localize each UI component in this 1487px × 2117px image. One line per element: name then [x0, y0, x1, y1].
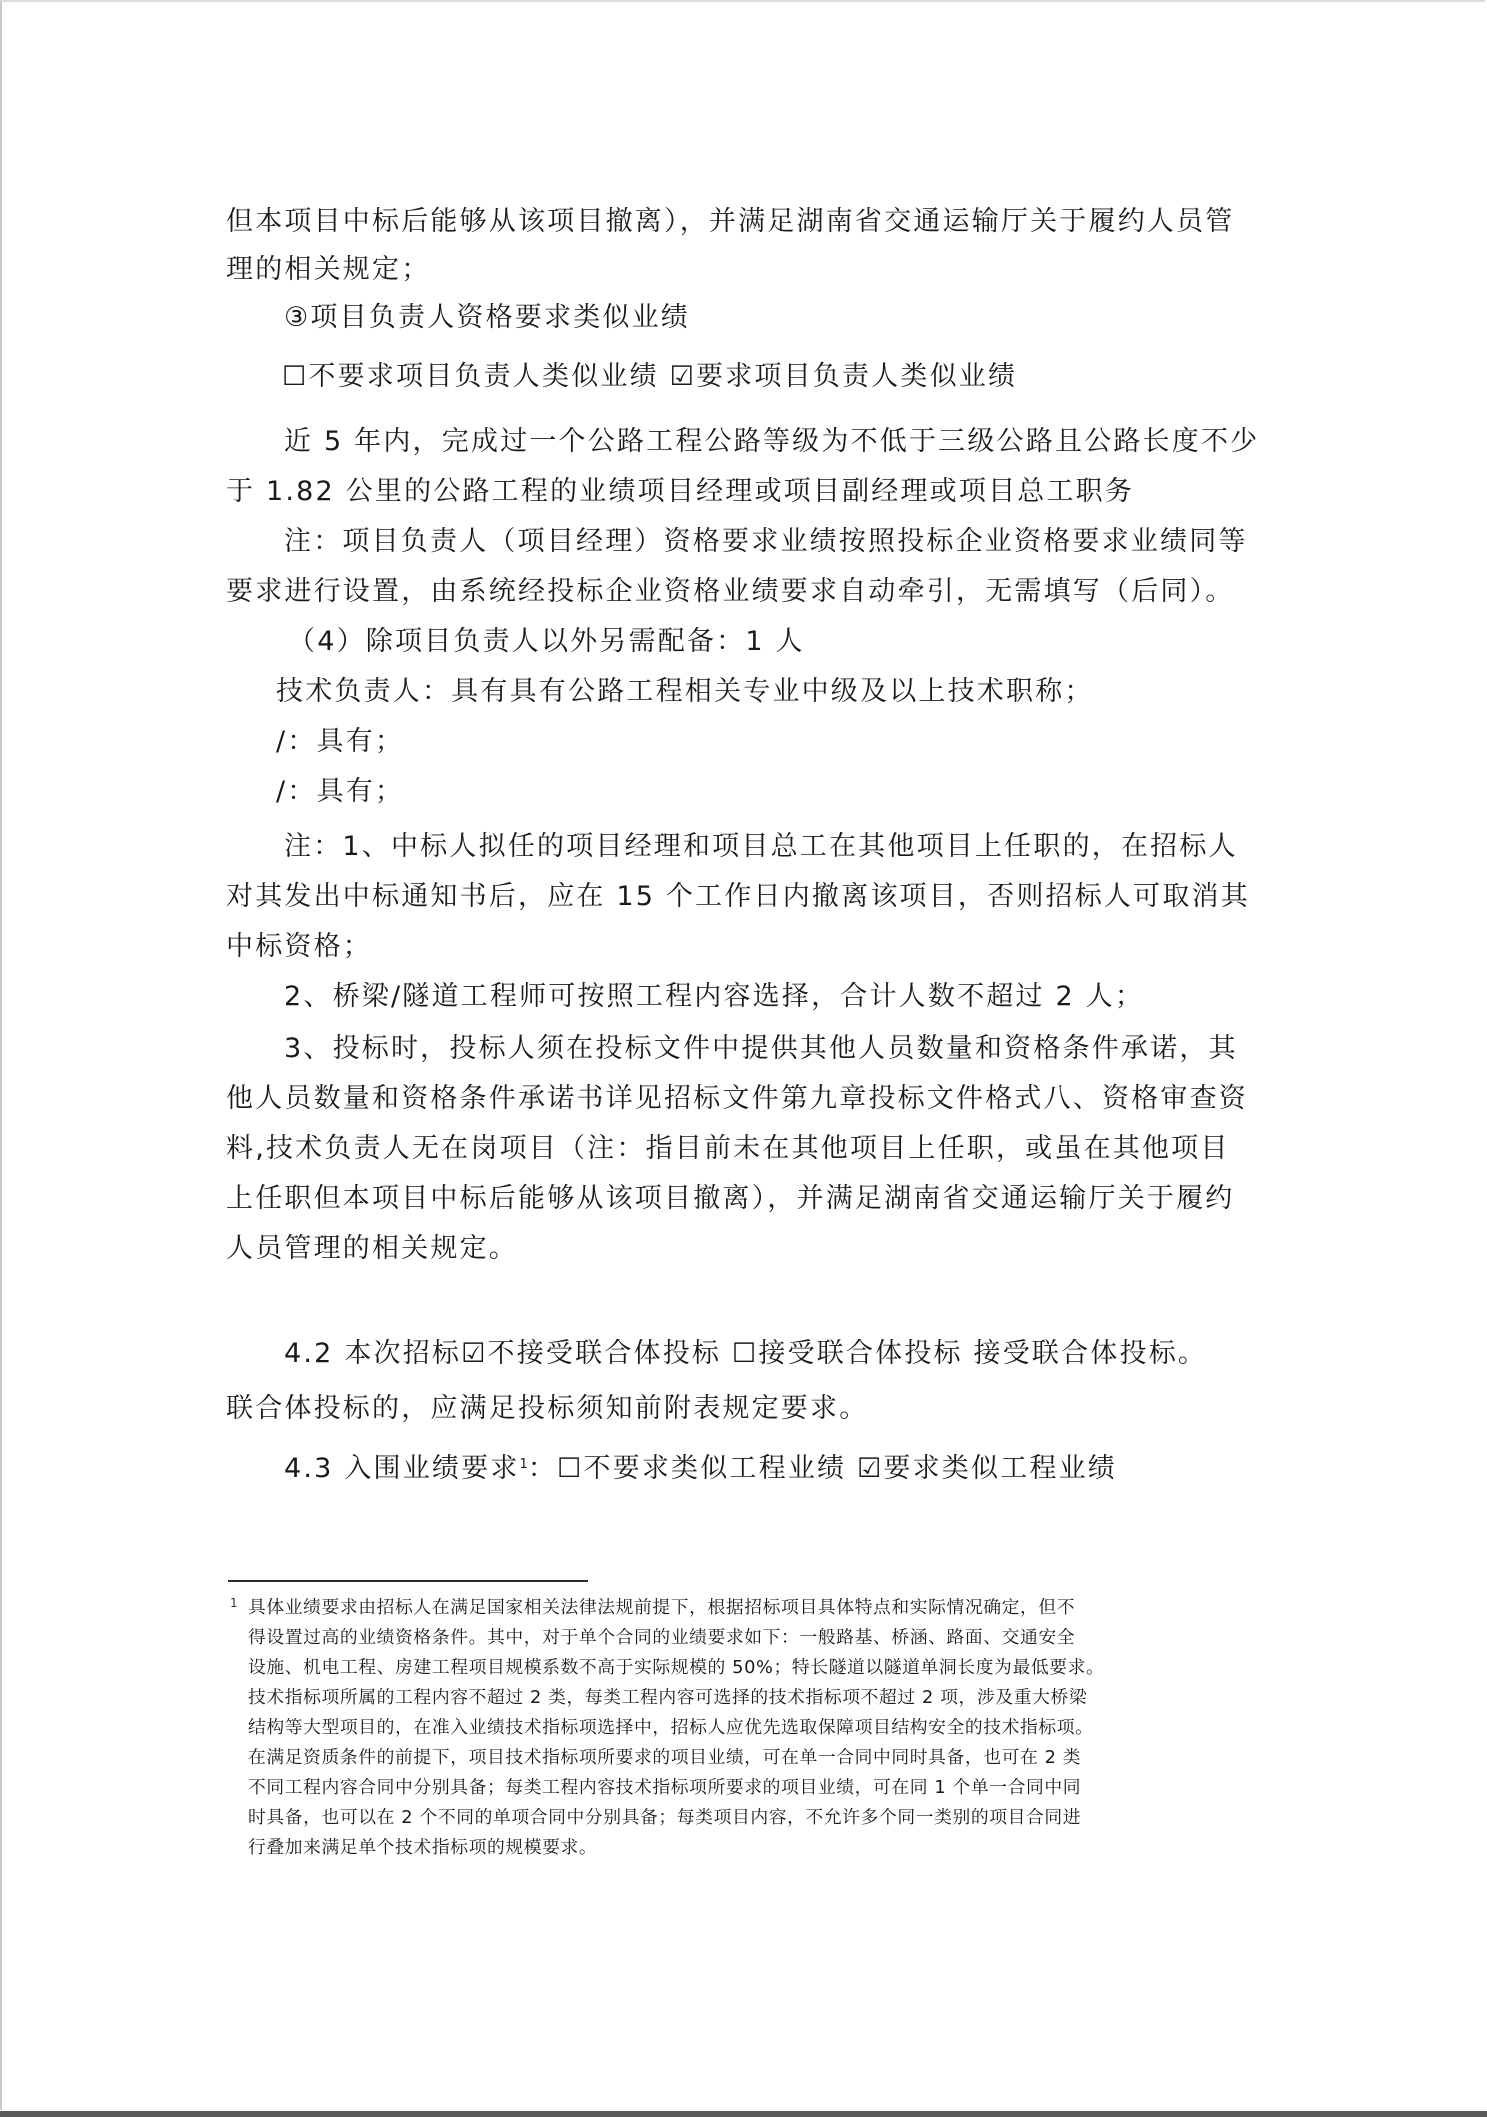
footnote-line: 具体业绩要求由招标人在满足国家相关法律法规前提下，根据招标项目具体特点和实际情况确定，但不 [248, 1597, 1076, 1618]
body-line: 但本项目中标后能够从该项目撤离），并满足湖南省交通运输厅关于履约人员管 [226, 206, 1235, 237]
footnote-marker: 1 [230, 1596, 238, 1610]
footnote-reference[interactable]: 1 [519, 1457, 528, 1472]
scan-bottom-edge [0, 2111, 1487, 2117]
note-line: 注：项目负责人（项目经理）资格要求业绩按照投标企业资格要求业绩同等 [284, 526, 1248, 557]
note-line: 中标资格； [226, 931, 372, 962]
footnote-line: 结构等大型项目的，在准入业绩技术指标项选择中，招标人应优先选取保障项目结构安全的技术指标项。 [248, 1717, 1094, 1738]
note-line: 注：1、中标人拟任的项目经理和项目总工在其他项目上任职的，在招标人 [284, 831, 1238, 862]
item-heading: ③项目负责人资格要求类似业绩 [284, 302, 691, 333]
section-4-3-options: ：☐不要求类似工程业绩 ☑要求类似工程业绩 [527, 1453, 1118, 1484]
note-line: 对其发出中标通知书后，应在 15 个工作日内撤离该项目，否则招标人可取消其 [226, 881, 1250, 912]
body-line: /：具有； [276, 726, 405, 757]
footnote-line: 得设置过高的业绩资格条件。其中，对于单个合同的业绩要求如下：一般路基、桥涵、路面、交通安全 [248, 1627, 1076, 1648]
note-line: 要求进行设置，由系统经投标企业资格业绩要求自动牵引，无需填写（后同）。 [226, 576, 1235, 607]
section-4-3 [284, 1452, 1117, 1486]
body-line: 技术负责人：具有具有公路工程相关专业中级及以上技术职称； [276, 676, 1094, 707]
note-line: 上任职但本项目中标后能够从该项目撤离），并满足湖南省交通运输厅关于履约 [226, 1183, 1235, 1214]
body-line: 近 5 年内，完成过一个公路工程公路等级为不低于三级公路且公路长度不少 [284, 426, 1260, 457]
footnote-line: 不同工程内容合同中分别具备；每类工程内容技术指标项所要求的项目业绩，可在同 1 个单一合同中同 [248, 1777, 1082, 1798]
note-line: 人员管理的相关规定。 [226, 1233, 518, 1264]
note-line: 他人员数量和资格条件承诺书详见招标文件第九章投标文件格式八、资格审查资 [226, 1083, 1248, 1114]
footnote-line: 时具备，也可以在 2 个不同的单项合同中分别具备；每类项目内容，不允许多个同一类别的项目合同进 [248, 1807, 1082, 1828]
note-line: 3、投标时，投标人须在投标文件中提供其他人员数量和资格条件承诺，其 [284, 1033, 1238, 1064]
body-line: 理的相关规定； [226, 254, 431, 285]
note-line: 2、桥梁/隧道工程师可按照工程内容选择，合计人数不超过 2 人； [284, 981, 1145, 1012]
note-line: 料,技术负责人无在岗项目（注：指目前未在其他项目上任职，或虽在其他项目 [226, 1133, 1230, 1164]
body-line: 联合体投标的，应满足投标须知前附表规定要求。 [226, 1393, 869, 1424]
footnote-line: 在满足资质条件的前提下，项目技术指标项所要求的项目业绩，可在单一合同中同时具备，也可在 2 类 [248, 1747, 1082, 1768]
body-line: /：具有； [276, 776, 405, 807]
body-line: 于 1.82 公里的公路工程的业绩项目经理或项目副经理或项目总工职务 [226, 476, 1135, 507]
footnote-line: 设施、机电工程、房建工程项目规模系数不高于实际规模的 50%；特长隧道以隧道单洞长度为最低要求。 [248, 1657, 1105, 1678]
footnote-line: 技术指标项所属的工程内容不超过 2 类，每类工程内容可选择的技术指标项不超过 2 项，涉及重大桥梁 [248, 1687, 1088, 1708]
footnote-line: 行叠加来满足单个技术指标项的规模要求。 [248, 1837, 598, 1858]
body-line: （4）除项目负责人以外另需配备：1 人 [288, 626, 805, 657]
checkbox-line: ☐不要求项目负责人类似业绩 ☑要求项目负责人类似业绩 [282, 361, 1018, 392]
footnote-separator [228, 1580, 588, 1582]
section-4-3-prefix: 4.3 入围业绩要求 [284, 1453, 520, 1484]
section-4-2: 4.2 本次招标☑不接受联合体投标 ☐接受联合体投标 接受联合体投标。 [284, 1338, 1208, 1369]
